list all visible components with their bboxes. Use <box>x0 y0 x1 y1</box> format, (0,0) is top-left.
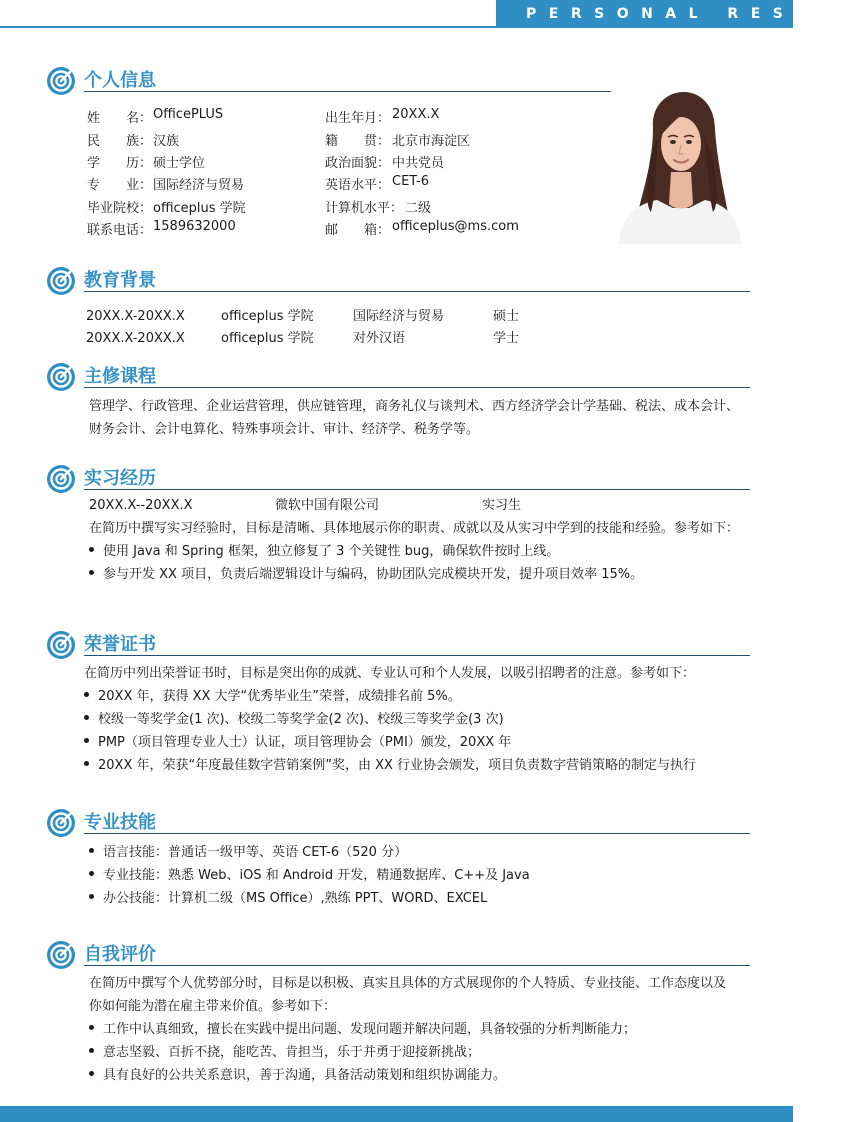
target-arrow-icon <box>46 806 78 838</box>
list-item <box>89 541 559 563</box>
bullet-dot <box>89 1048 94 1053</box>
section-title: 教育背景 <box>84 270 156 291</box>
banner-white-area <box>0 0 496 28</box>
list-item <box>84 686 461 708</box>
info-value: 中共党员 <box>392 156 445 171</box>
intern-role: 实习生 <box>482 498 522 513</box>
courses-line: 管理学、行政管理、企业运营管理，供应链管理，商务礼仪与谈判术、西方经济学会计学基础、税法、成本会计、 <box>89 399 740 414</box>
section-title: 实习经历 <box>84 468 156 489</box>
section-rule <box>84 965 750 966</box>
info-value: 北京市海淀区 <box>392 134 471 149</box>
list-item-text: 工作中认真细致，擅长在实践中提出问题、发现问题并解决问题，具备较强的分析判断能力； <box>103 1022 637 1037</box>
bullet-dot <box>84 715 89 720</box>
edu-period: 20XX.X-20XX.X <box>86 331 185 346</box>
banner-text: PERSONAL RESUME <box>526 6 868 22</box>
info-value: officeplus 学院 <box>153 201 246 216</box>
info-label: 计算机水平： <box>325 201 404 216</box>
avatar <box>611 88 747 244</box>
list-item-text: 使用 Java 和 Spring 框架，独立修复了 3 个关键性 bug，确保软件按时上线。 <box>103 544 560 559</box>
info-label: 学 历： <box>87 156 153 171</box>
edu-school: officeplus 学院 <box>221 331 314 346</box>
info-label: 姓 名： <box>87 111 153 126</box>
section-title: 荣誉证书 <box>84 634 156 655</box>
edu-period: 20XX.X-20XX.X <box>86 309 185 324</box>
info-label: 籍 贯： <box>325 134 391 149</box>
profile-photo <box>611 88 747 244</box>
section-rule <box>84 833 750 834</box>
edu-major: 对外汉语 <box>353 331 406 346</box>
info-value: 1589632000 <box>153 219 236 234</box>
list-item-text: 校级一等奖学金(1 次)、校级二等奖学金(2 次)、校级三等奖学金(3 次) <box>98 712 504 727</box>
list-item-text: 办公技能：计算机二级（MS Office）,熟练 PPT、WORD、EXCEL <box>103 891 488 906</box>
self-line: 在简历中撰写个人优势部分时，目标是以积极、真实且具体的方式展现你的个人特质、专业技能、工作态度以及 <box>89 976 727 991</box>
list-item <box>89 1065 506 1087</box>
section-rule <box>84 489 750 490</box>
info-value: OfficePLUS <box>153 107 224 122</box>
intern-period: 20XX.X--20XX.X <box>89 498 193 513</box>
info-label: 联系电话： <box>87 223 153 238</box>
target-arrow-icon <box>46 360 78 392</box>
target-arrow-icon <box>46 938 78 970</box>
edu-major: 国际经济与贸易 <box>353 309 445 324</box>
section-rule <box>84 91 624 92</box>
bullet-dot <box>84 761 89 766</box>
intern-intro: 在简历中撰写实习经验时，目标是清晰、具体地展示你的职责、成就以及从实习中学到的技能和经验。参考如下： <box>89 521 740 536</box>
top-rule <box>0 26 496 28</box>
list-item-text: 专业技能：熟悉 Web、iOS 和 Android 开发，精通数据库、C++及 Java <box>103 868 530 883</box>
edu-degree: 学士 <box>493 331 520 346</box>
list-item-text: 具有良好的公共关系意识，善于沟通，具备活动策划和组织协调能力。 <box>103 1068 507 1083</box>
info-label: 出生年月： <box>325 111 391 126</box>
bullet-dot <box>89 871 94 876</box>
list-item <box>89 1019 636 1041</box>
list-item <box>89 842 407 864</box>
list-item <box>84 709 504 731</box>
target-arrow-icon <box>46 628 78 660</box>
info-label: 民 族： <box>87 134 153 149</box>
section-title: 自我评价 <box>84 944 156 965</box>
list-item <box>89 1042 480 1064</box>
section-title: 专业技能 <box>84 812 156 833</box>
list-item <box>89 888 487 910</box>
info-value: 二级 <box>405 201 432 216</box>
bullet-dot <box>89 1071 94 1076</box>
info-label: 毕业院校： <box>87 201 153 216</box>
list-item-text: PMP（项目管理专业人士）认证，项目管理协会（PMI）颁发，20XX 年 <box>98 735 512 750</box>
list-item <box>84 755 696 777</box>
courses-line: 财务会计、会计电算化、特殊事项会计、审计、经济学、税务学等。 <box>89 422 480 437</box>
honors-intro: 在简历中列出荣誉证书时，目标是突出你的成就、专业认可和个人发展，以吸引招聘者的注意。参考如下： <box>84 666 696 681</box>
edu-degree: 硕士 <box>493 309 520 324</box>
list-item-text: 语言技能：普通话一级甲等、英语 CET-6（520 分） <box>103 845 408 860</box>
bullet-dot <box>89 547 94 552</box>
info-value: 汉族 <box>153 134 180 149</box>
info-label: 专 业： <box>87 178 153 193</box>
info-value: officeplus@ms.com <box>392 219 519 234</box>
list-item-text: 20XX 年，荣获“年度最佳数字营销案例”奖，由 XX 行业协会颁发，项目负责数字营销策略的制定与执行 <box>98 758 697 773</box>
banner-blue-area <box>496 0 868 28</box>
info-label: 政治面貌： <box>325 156 391 171</box>
info-value: 硕士学位 <box>153 156 206 171</box>
section-rule <box>84 291 750 292</box>
section-rule <box>84 387 750 388</box>
top-banner <box>0 0 868 28</box>
list-item <box>89 865 530 887</box>
info-value: 20XX.X <box>392 107 440 122</box>
list-item-text: 参与开发 XX 项目，负责后端逻辑设计与编码，协助团队完成模块开发，提升项目效率 15%。 <box>103 567 644 582</box>
list-item-text: 20XX 年，获得 XX 大学“优秀毕业生”荣誉，成绩排名前 5%。 <box>98 689 461 704</box>
info-value: 国际经济与贸易 <box>153 178 245 193</box>
section-title: 个人信息 <box>84 70 156 91</box>
target-arrow-icon <box>46 462 78 494</box>
intern-company: 微软中国有限公司 <box>275 498 380 513</box>
info-label: 邮 箱： <box>325 223 391 238</box>
target-arrow-icon <box>46 64 78 96</box>
list-item-text: 意志坚毅、百折不挠，能吃苦、肯担当，乐于并勇于迎接新挑战； <box>103 1045 481 1060</box>
bullet-dot <box>89 1025 94 1030</box>
bullet-dot <box>89 894 94 899</box>
section-rule <box>84 655 750 656</box>
edu-school: officeplus 学院 <box>221 309 314 324</box>
list-item <box>89 564 643 586</box>
info-label: 英语水平： <box>325 178 391 193</box>
self-line: 你如何能为潜在雇主带来价值。参考如下： <box>89 999 337 1014</box>
bullet-dot <box>89 848 94 853</box>
section-title: 主修课程 <box>84 366 156 387</box>
info-value: CET-6 <box>392 174 430 189</box>
list-item <box>84 732 511 754</box>
bullet-dot <box>84 738 89 743</box>
target-arrow-icon <box>46 264 78 296</box>
bullet-dot <box>89 570 94 575</box>
bottom-banner <box>0 1106 793 1122</box>
bullet-dot <box>84 692 89 697</box>
